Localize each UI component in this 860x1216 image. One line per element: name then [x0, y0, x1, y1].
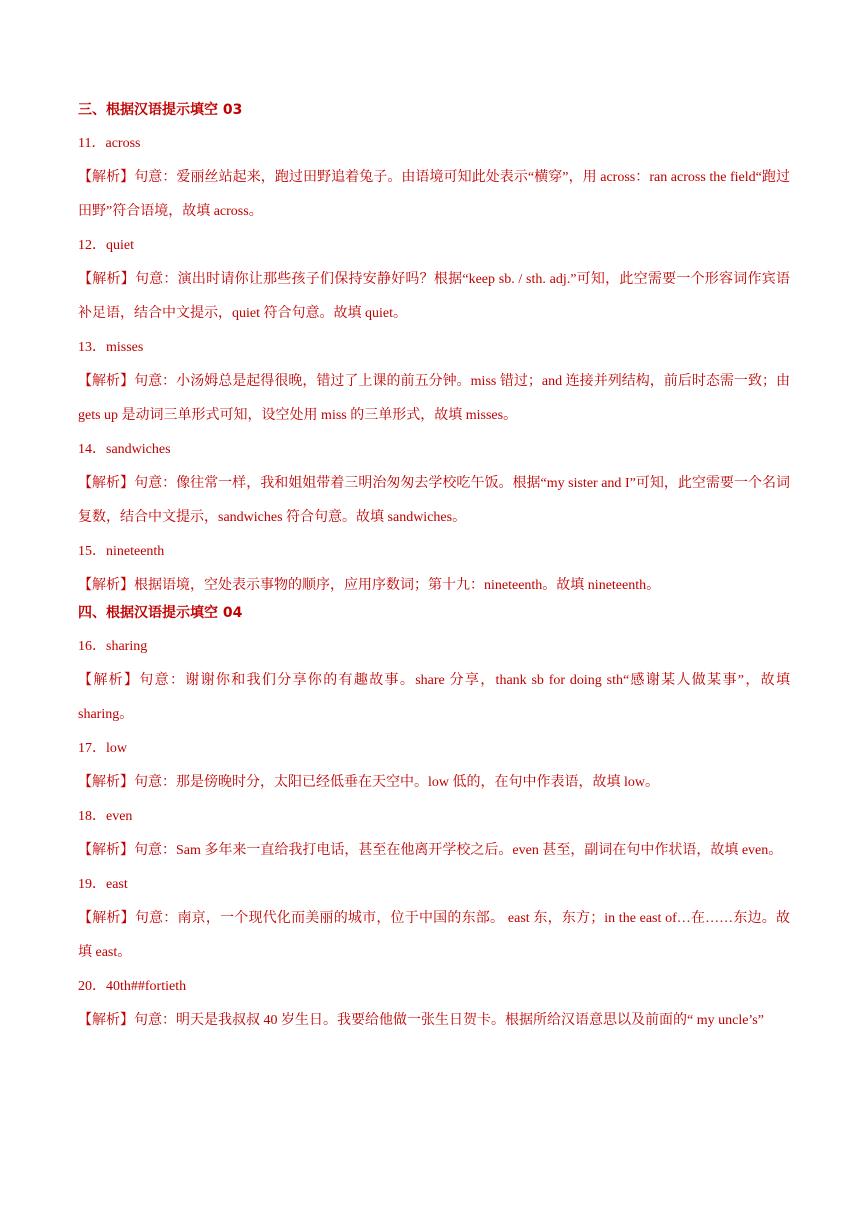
answer-19: 19．east: [78, 877, 128, 892]
document-content: [78, 100, 790, 1045]
answer-16: 16．sharing: [78, 639, 148, 654]
answer-item-12: [78, 236, 790, 331]
analysis-17: 【解析】句意：那是傍晚时分，太阳已经低垂在天空中。low 低的，在句中作表语，故填 low。: [78, 775, 659, 790]
analysis-12: 【解析】句意：演出时请你让那些孩子们保持安静好吗？根据“keep sb. / sth. adj.”可知，此空需要一个形容词作宾语补足语，结合中文提示，quiet 符合句意。故填 quiet。: [78, 272, 790, 321]
answer-item-15: [78, 542, 790, 603]
answer-item-13: [78, 338, 790, 433]
analysis-19: 【解析】句意：南京，一个现代化而美丽的城市，位于中国的东部。 east 东，东方；in the east of…在……东边。故填 east。: [78, 911, 790, 960]
analysis-18: 【解析】句意：Sam 多年来一直给我打电话，甚至在他离开学校之后。even 甚至，副词在句中作状语，故填 even。: [78, 843, 783, 858]
analysis-11: 【解析】句意：爱丽丝站起来，跑过田野追着兔子。由语境可知此处表示“横穿”，用 across：ran across the field“跑过田野”符合语境，故填 across。: [78, 170, 790, 219]
answer-14: 14．sandwiches: [78, 442, 171, 457]
answer-13: 13．misses: [78, 340, 144, 355]
analysis-13: 【解析】句意：小汤姆总是起得很晚，错过了上课的前五分钟。miss 错过；and 连接并列结构，前后时态需一致；由 gets up 是动词三单形式可知，设空处用 miss 的三单形式，故填 misses。: [78, 374, 790, 423]
answer-18: 18．even: [78, 809, 133, 824]
analysis-15: 【解析】根据语境，空处表示事物的顺序，应用序数词；第十九：nineteenth。故填 nineteenth。: [78, 578, 661, 593]
analysis-20: 【解析】句意：明天是我叔叔 40 岁生日。我要给他做一张生日贺卡。根据所给汉语意思以及前面的“ my uncle’s”: [78, 1013, 764, 1028]
answer-12: 12．quiet: [78, 238, 134, 253]
answer-item-18: [78, 807, 790, 868]
answer-item-11: [78, 134, 790, 229]
answer-15: 15．nineteenth: [78, 544, 165, 559]
answer-item-17: [78, 739, 790, 800]
analysis-14: 【解析】句意：像往常一样，我和姐姐带着三明治匆匆去学校吃午饭。根据“my sister and I”可知，此空需要一个名词复数，结合中文提示，sandwiches 符合句意。故填 sandwiches。: [78, 476, 790, 525]
section-heading-04: 四、根据汉语提示填空 04: [78, 605, 243, 621]
answer-item-14: [78, 440, 790, 535]
analysis-16: 【解析】句意：谢谢你和我们分享你的有趣故事。share 分享，thank sb for doing sth“感谢某人做某事”，故填 sharing。: [78, 673, 790, 722]
answer-17: 17．low: [78, 741, 127, 756]
answer-item-20: [78, 977, 790, 1038]
answer-item-19: [78, 875, 790, 970]
answer-20: 20．40th##fortieth: [78, 979, 187, 994]
section-heading-03: 三、根据汉语提示填空 03: [78, 102, 243, 118]
answer-11: 11．across: [78, 136, 141, 151]
answer-item-16: [78, 637, 790, 732]
